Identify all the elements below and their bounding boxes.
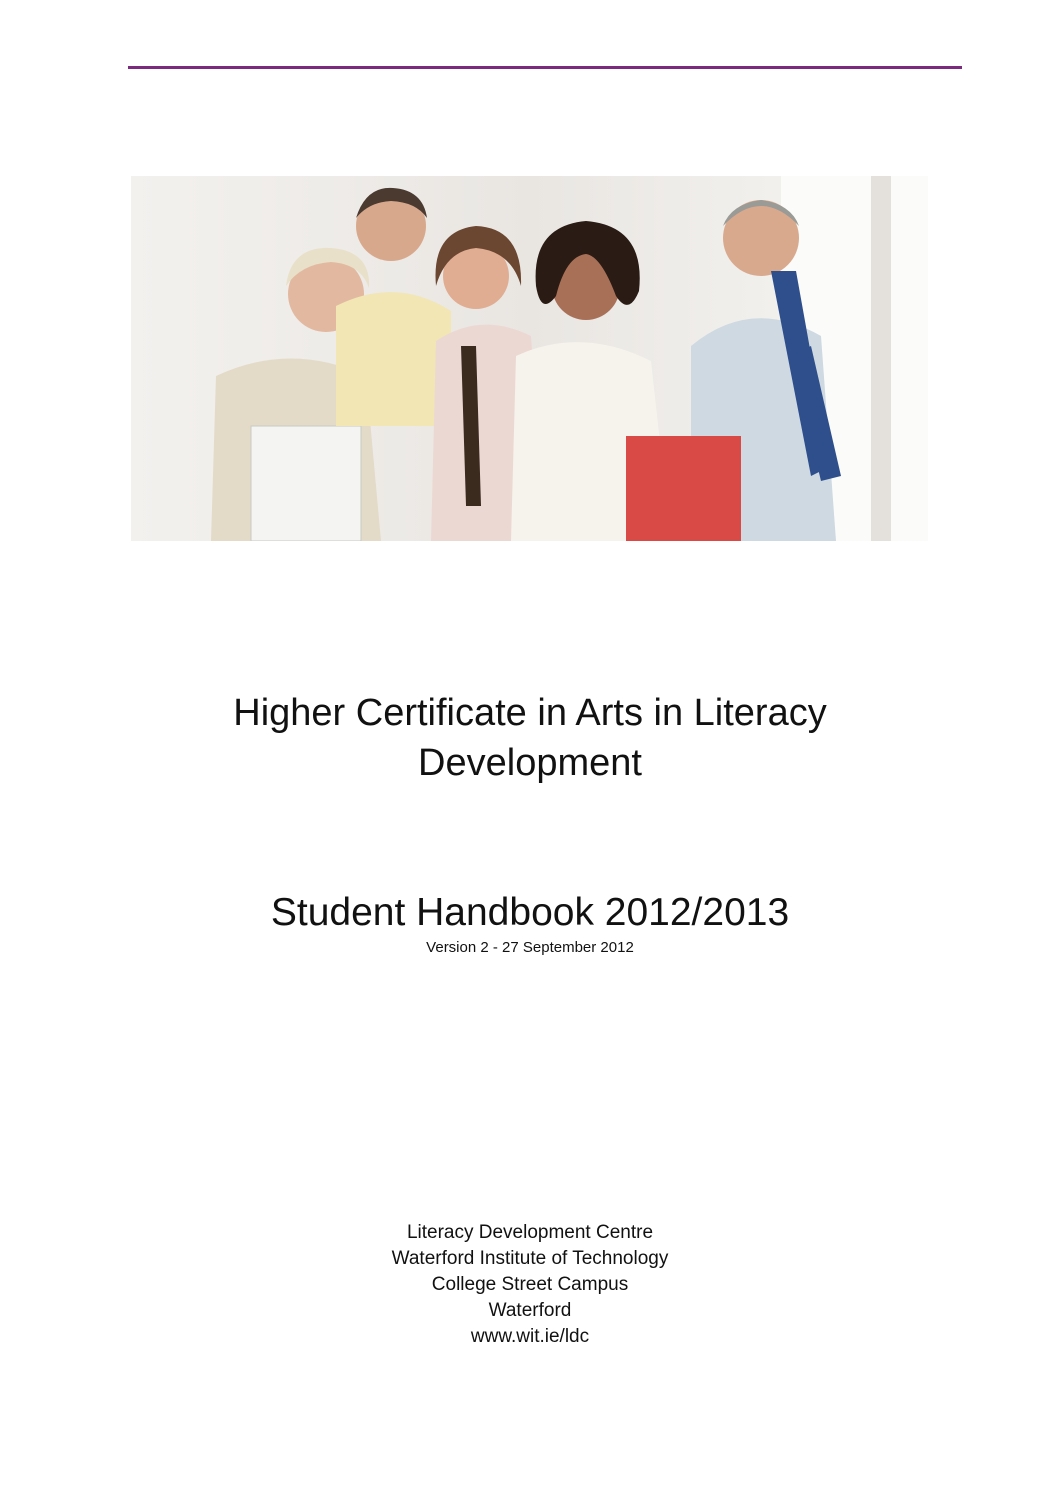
address-line-organisation: Literacy Development Centre: [406, 1222, 654, 1243]
cover-photo: [131, 176, 928, 541]
title-line-2: Development: [418, 742, 642, 784]
document-subtitle: Student Handbook 2012/2013: [270, 891, 790, 934]
address-line-institute: Waterford Institute of Technology: [391, 1248, 669, 1269]
version-note: Version 2 - 27 September 2012: [426, 939, 634, 956]
address-block: [0, 1220, 1060, 1350]
title-line-1: Higher Certificate in Arts in Literacy: [233, 692, 827, 734]
address-line-city: Waterford: [488, 1300, 572, 1321]
address-line-campus: College Street Campus: [431, 1274, 629, 1295]
top-divider: [128, 66, 962, 69]
group-of-students-illustration: [131, 176, 928, 541]
document-title: [0, 688, 1060, 788]
address-line-website: www.wit.ie/ldc: [470, 1326, 590, 1347]
